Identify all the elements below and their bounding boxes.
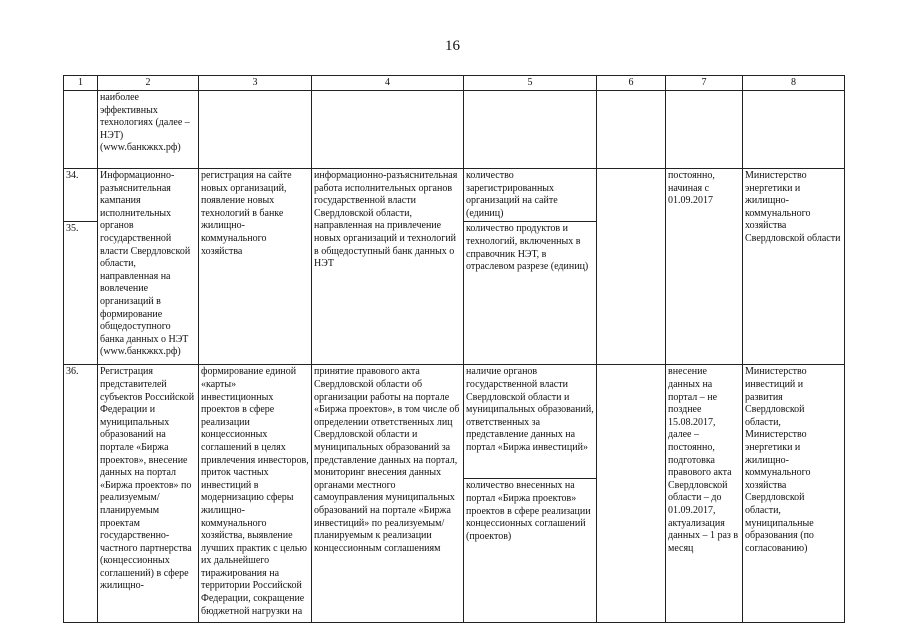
header-col-5: 5 [464, 76, 597, 91]
cell-col6 [597, 365, 666, 623]
cell-result [199, 91, 312, 169]
cell-result: регистрация на сайте новых организаций, появление новых технологий в банке жилищно-коммунального хозяйства [199, 169, 312, 365]
indicator-count: количество внесенных на портал «Биржа проектов» проектов в сфере реализации концессионных соглашений (проектов) [466, 480, 591, 542]
header-col-6: 6 [597, 76, 666, 91]
cell-num [64, 91, 98, 169]
header-col-8: 8 [743, 76, 845, 91]
cell-indicator-35: количество продуктов и технологий, включенных в справочник НЭТ, в отраслевом разрезе (единиц) [464, 222, 597, 365]
header-col-4: 4 [312, 76, 464, 91]
page-number: 16 [445, 38, 460, 54]
cell-responsible [743, 91, 845, 169]
header-col-1: 1 [64, 76, 98, 91]
measures-table [63, 75, 845, 623]
cell-content: информационно-разъяснительная работа исполнительных органов государственной власти Свердловской области, направленная на привлечение новых организаций и технологий в общедоступный банк данных о НЭТ [312, 169, 464, 365]
header-col-2: 2 [98, 76, 199, 91]
table-row-34 [64, 169, 845, 222]
header-row [64, 76, 845, 91]
cell-col6 [597, 169, 666, 365]
cell-measure: Информационно-разъяснительная кампания исполнительных органов государственной власти Свердловской области, направленная на вовлечение организаций в формирование общедоступного банка данных о НЭТ (www.банкжкх.рф) [98, 169, 199, 365]
cell-deadline: внесение данных на портал – не позднее 15.08.2017, далее – постоянно, подготовка правового акта Свердловской области – до 01.09.2017, актуализация данных – 1 раз в месяц [666, 365, 743, 623]
header-col-7: 7 [666, 76, 743, 91]
cell-result: формирование единой «карты» инвестиционных проектов в сфере реализации концессионных соглашений в целях привлечения инвесторов, приток частных инвестиций в модернизацию сферы жилищно-коммунального хозяйства, выявление лучших практик с целью их дальнейшего тиражирования на территории Российской Федерации, сокращение бюджетной нагрузки на [199, 365, 312, 623]
cell-indicator-34: количество зарегистрированных организаций на сайте (единиц) [464, 169, 597, 222]
row-number-36: 36. [64, 365, 98, 623]
cell-measure: наиболее эффективных технологиях (далее – НЭТ) (www.банкжкх.рф) [98, 91, 199, 169]
cell-content: принятие правового акта Свердловской области об организации работы на портале «Биржа проектов», в том числе об определении ответственных лиц Свердловской области и муниципальных образований за представление данных на портал, мониторинг внесения данных органами местного самоуправления муниципальных образований на портале «Биржа инвестиций» по реализуемым/планируемым к реализации концессионным соглашениям [312, 365, 464, 623]
row-number-35: 35. [64, 222, 98, 365]
row-number-34: 34. [64, 169, 98, 222]
cell-responsible: Министерство инвестиций и развития Свердловской области, Министерство энергетики и жилищно-коммунального хозяйства Свердловской области, муниципальные образования (по согласованию) [743, 365, 845, 623]
indicator-presence: наличие органов государственной власти Свердловской области и муниципальных образований, ответственных за представление данных на портал «Биржа инвестиций» [464, 365, 596, 479]
table-row-continuation [64, 91, 845, 169]
cell-responsible: Министерство энергетики и жилищно-коммунального хозяйства Свердловской области [743, 169, 845, 365]
header-col-3: 3 [199, 76, 312, 91]
table-row-36 [64, 365, 845, 623]
cell-col6 [597, 91, 666, 169]
cell-deadline [666, 91, 743, 169]
cell-indicator [464, 365, 597, 623]
cell-content [312, 91, 464, 169]
cell-deadline: постоянно, начиная с 01.09.2017 [666, 169, 743, 365]
cell-indicator [464, 91, 597, 169]
cell-measure: Регистрация представителей субъектов Российской Федерации и муниципальных образований на портале «Биржа проектов», внесение данных на портал «Биржа проектов» по реализуемым/планируемым проектам государственно-частного партнерства (концессионных соглашений) в сфере жилищно- [98, 365, 199, 623]
